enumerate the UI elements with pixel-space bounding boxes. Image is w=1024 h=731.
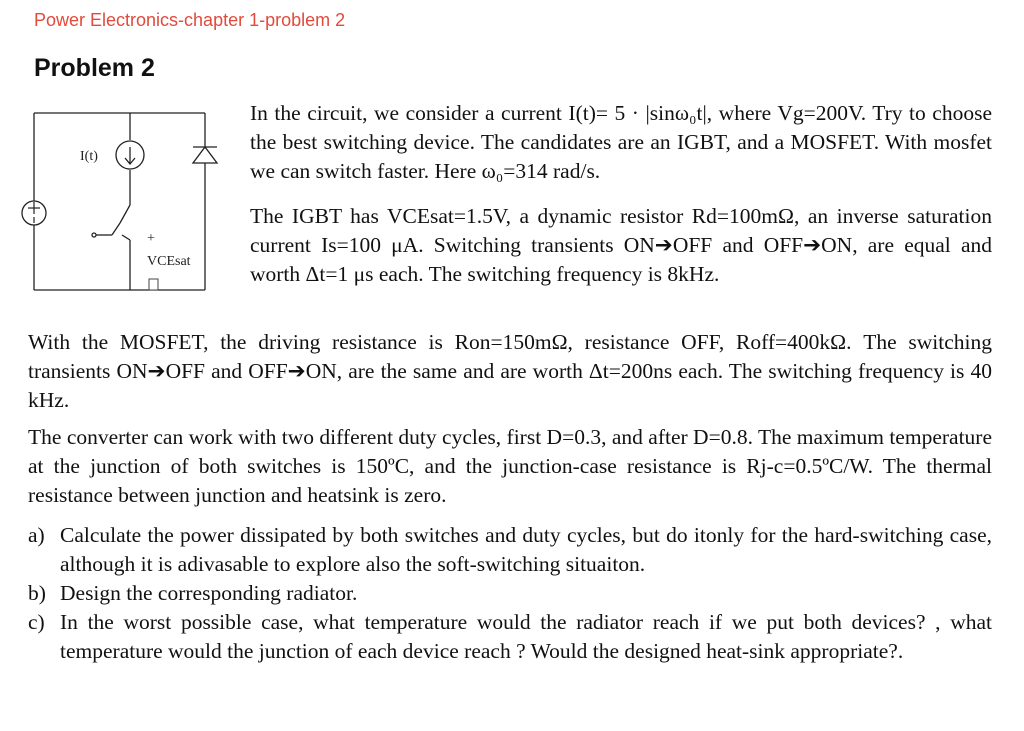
question-text: Design the corresponding radiator. <box>60 581 358 605</box>
page-title: Problem 2 <box>34 54 155 82</box>
circuit-diagram <box>0 95 230 305</box>
question-item <box>28 579 992 608</box>
question-text: In the worst possible case, what temperature would the radiator reach if we put both devices? , what temperature would the junction of each device reach ? Would the designed heat-sink appropriate?. <box>60 610 992 663</box>
switch-symbol <box>92 205 130 240</box>
question-item <box>28 608 992 666</box>
paragraph-converter: The converter can work with two different duty cycles, first D=0.3, and after D=0.8. The maximum temperature at the junction of both switches is 150ºC, and the junction-case resistance is Rj-c=0.5ºC/W. The thermal resistance between junction and heatsink is zero. <box>28 425 992 507</box>
question-marker: b) <box>28 581 46 605</box>
plus-label: + <box>147 231 155 246</box>
vce-label: VCEsat <box>147 254 191 269</box>
question-marker: c) <box>28 610 45 634</box>
paragraph-igbt: The IGBT has VCEsat=1.5V, a dynamic resistor Rd=100mΩ, an inverse saturation current Is=100 μA. Switching transients ON➔OFF and OFF➔ON, are equal and worth Δt=1 μs each. The switching frequency is 8kHz. <box>250 204 992 286</box>
question-marker: a) <box>28 523 45 547</box>
minus-marker <box>149 279 158 290</box>
current-label: I(t) <box>80 149 98 164</box>
question-item <box>28 521 992 579</box>
diode-symbol <box>193 147 217 163</box>
question-list <box>28 521 992 666</box>
paragraph-circuit-description: In the circuit, we consider a current I(t)= 5 · |sinω₀t|, where Vg=200V. Try to choose the best switching device. The candidates are an IGBT, and a MOSFET. With mosfet we can switch faster. Here ω₀=314 rad/s. <box>250 101 992 183</box>
breadcrumb: Power Electronics-chapter 1-problem 2 <box>34 10 346 30</box>
question-text: Calculate the power dissipated by both switches and duty cycles, but do itonly for the hard-switching case, although it is adivasable to explore also the soft-switching situaiton. <box>60 523 992 576</box>
paragraph-mosfet: With the MOSFET, the driving resistance is Ron=150mΩ, resistance OFF, Roff=400kΩ. The switching transients ON➔OFF and OFF➔ON, are the same and are worth Δt=200ns each. The switching frequency is 40 kHz. <box>28 330 992 412</box>
